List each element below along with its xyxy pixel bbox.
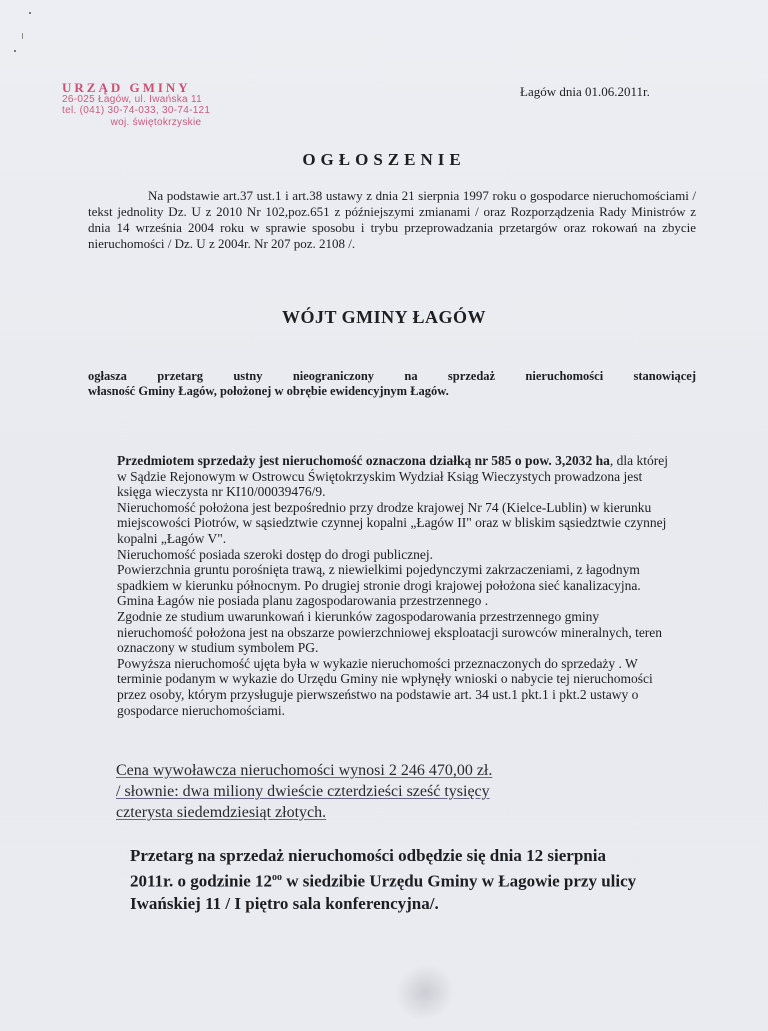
auction-text-2: w siedzibie Urzędu Gminy w Łagowie przy ulicy Iwańskiej 11 / I piętro sala konferencyjna/. (130, 871, 637, 913)
price-line-3: czterysta siedemdziesiąt złotych. (116, 804, 327, 821)
property-description (117, 453, 677, 718)
scan-speck (14, 50, 16, 52)
legal-basis-text: Na podstawie art.37 ust.1 i art.38 ustawy z dnia 21 sierpnia 1997 roku o gospodarce nieruchomościami / tekst jednolity Dz. U z 2010 Nr 102,poz.651 z późniejszymi zmianami / oraz Rozporządzenia Rady Ministrów z dnia 14 września 2004 roku w sprawie sposobu i trybu przeprowadzania przetargów oraz rokowań na zbycie nieruchomości / Dz. U z 2004r. Nr 207 poz. 2108 /. (88, 188, 696, 251)
study-paragraph: Zgodnie ze studium uwarunkowań i kierunków zagospodarowania przestrzennego gminy nieruchomość położona jest na obszarze powierzchniowej eksploatacji surowców mineralnych, teren oznaczony w studium symbolem PG. (117, 608, 663, 656)
auction-time-minutes: oo (272, 872, 282, 883)
subject-paragraph (117, 453, 677, 500)
scan-speck (29, 12, 31, 14)
legal-basis-paragraph (88, 188, 696, 252)
stamp-phone: tel. (041) 30-74-033, 30-74-121 (62, 105, 211, 116)
stamp-region: woj. świętokrzyskie (110, 116, 202, 128)
scan-smudge (385, 954, 464, 1031)
announcement-line-2: własność Gminy Łagów, położonej w obrębie ewidencyjnym Łagów. (88, 384, 449, 398)
office-stamp (62, 82, 242, 128)
stamp-address: 26-025 Łagów, ul. Iwańska 11 (62, 93, 202, 105)
document-title: OGŁOSZENIE (302, 150, 466, 169)
announcement-line-1: ogłasza przetarg ustny nieograniczony na sprzedaż nieruchomości stanowiącej (88, 369, 696, 383)
surface-paragraph: Powierzchnia gruntu porośnięta trawą, z niewielkimi pojedynczymi zakrzaczeniami, z łagodnym spadkiem w kierunku północnym. Po drugiej stronie drogi krajowej położona sieć kanalizacyjna. Gmina Łagów nie posiada planu zagospodarowania przestrzennego . (117, 562, 641, 609)
stamp-office-name: URZĄD GMINY (62, 80, 191, 95)
date-line: Łagów dnia 01.06.2011r. (520, 84, 650, 99)
listing-paragraph: Powyższa nieruchomość ujęta była w wykazie nieruchomości przeznaczonych do sprzedaży . W terminie podanym w wykazie do Urzędu Gminy nie wpłynęły wnioski o nabycie tej nieruchomości przez osoby, którym przysługuje pierwszeństwo na podstawie art. 34 ust.1 pkt.1 i pkt.2 ustawy o gospodarce nieruchomościami. (117, 655, 653, 718)
auction-text-1: Przetarg na sprzedaż nieruchomości odbędzie się dnia 12 sierpnia 2011r. o godzinie 12 (130, 846, 606, 891)
price-line-2: / słownie: dwa miliony dwieście czterdzieści sześć tysięcy (116, 783, 490, 800)
location-paragraph: Nieruchomość położona jest bezpośrednio przy drodze krajowej Nr 74 (Kielce-Lublin) w kierunku miejscowości Piotrów, w sąsiedztwie czynnej kopalni „Łagów II" oraz w bliskim sąsiedztwie czynnej kopalni „Łagów V". (117, 499, 667, 546)
announcement-paragraph (88, 369, 696, 399)
subject-bold-text: Przedmiotem sprzedaży jest nieruchomość oznaczona działką nr 585 o pow. 3,2032 ha (117, 453, 610, 468)
issuer-heading: WÓJT GMINY ŁAGÓW (281, 307, 486, 327)
scan-speck (22, 33, 23, 39)
price-line-1: Cena wywoławcza nieruchomości wynosi 2 246 470,00 zł. (116, 762, 493, 779)
auction-details (130, 845, 650, 915)
access-paragraph: Nieruchomość posiada szeroki dostęp do drogi publicznej. (117, 546, 434, 562)
starting-price (116, 760, 676, 823)
subject-text: , dla której w Sądzie Rejonowym w Ostrowcu Świętokrzyskim Wydział Ksiąg Wieczystych prowadzona jest księga wieczysta nr KI10/00039476/9. (117, 453, 668, 500)
